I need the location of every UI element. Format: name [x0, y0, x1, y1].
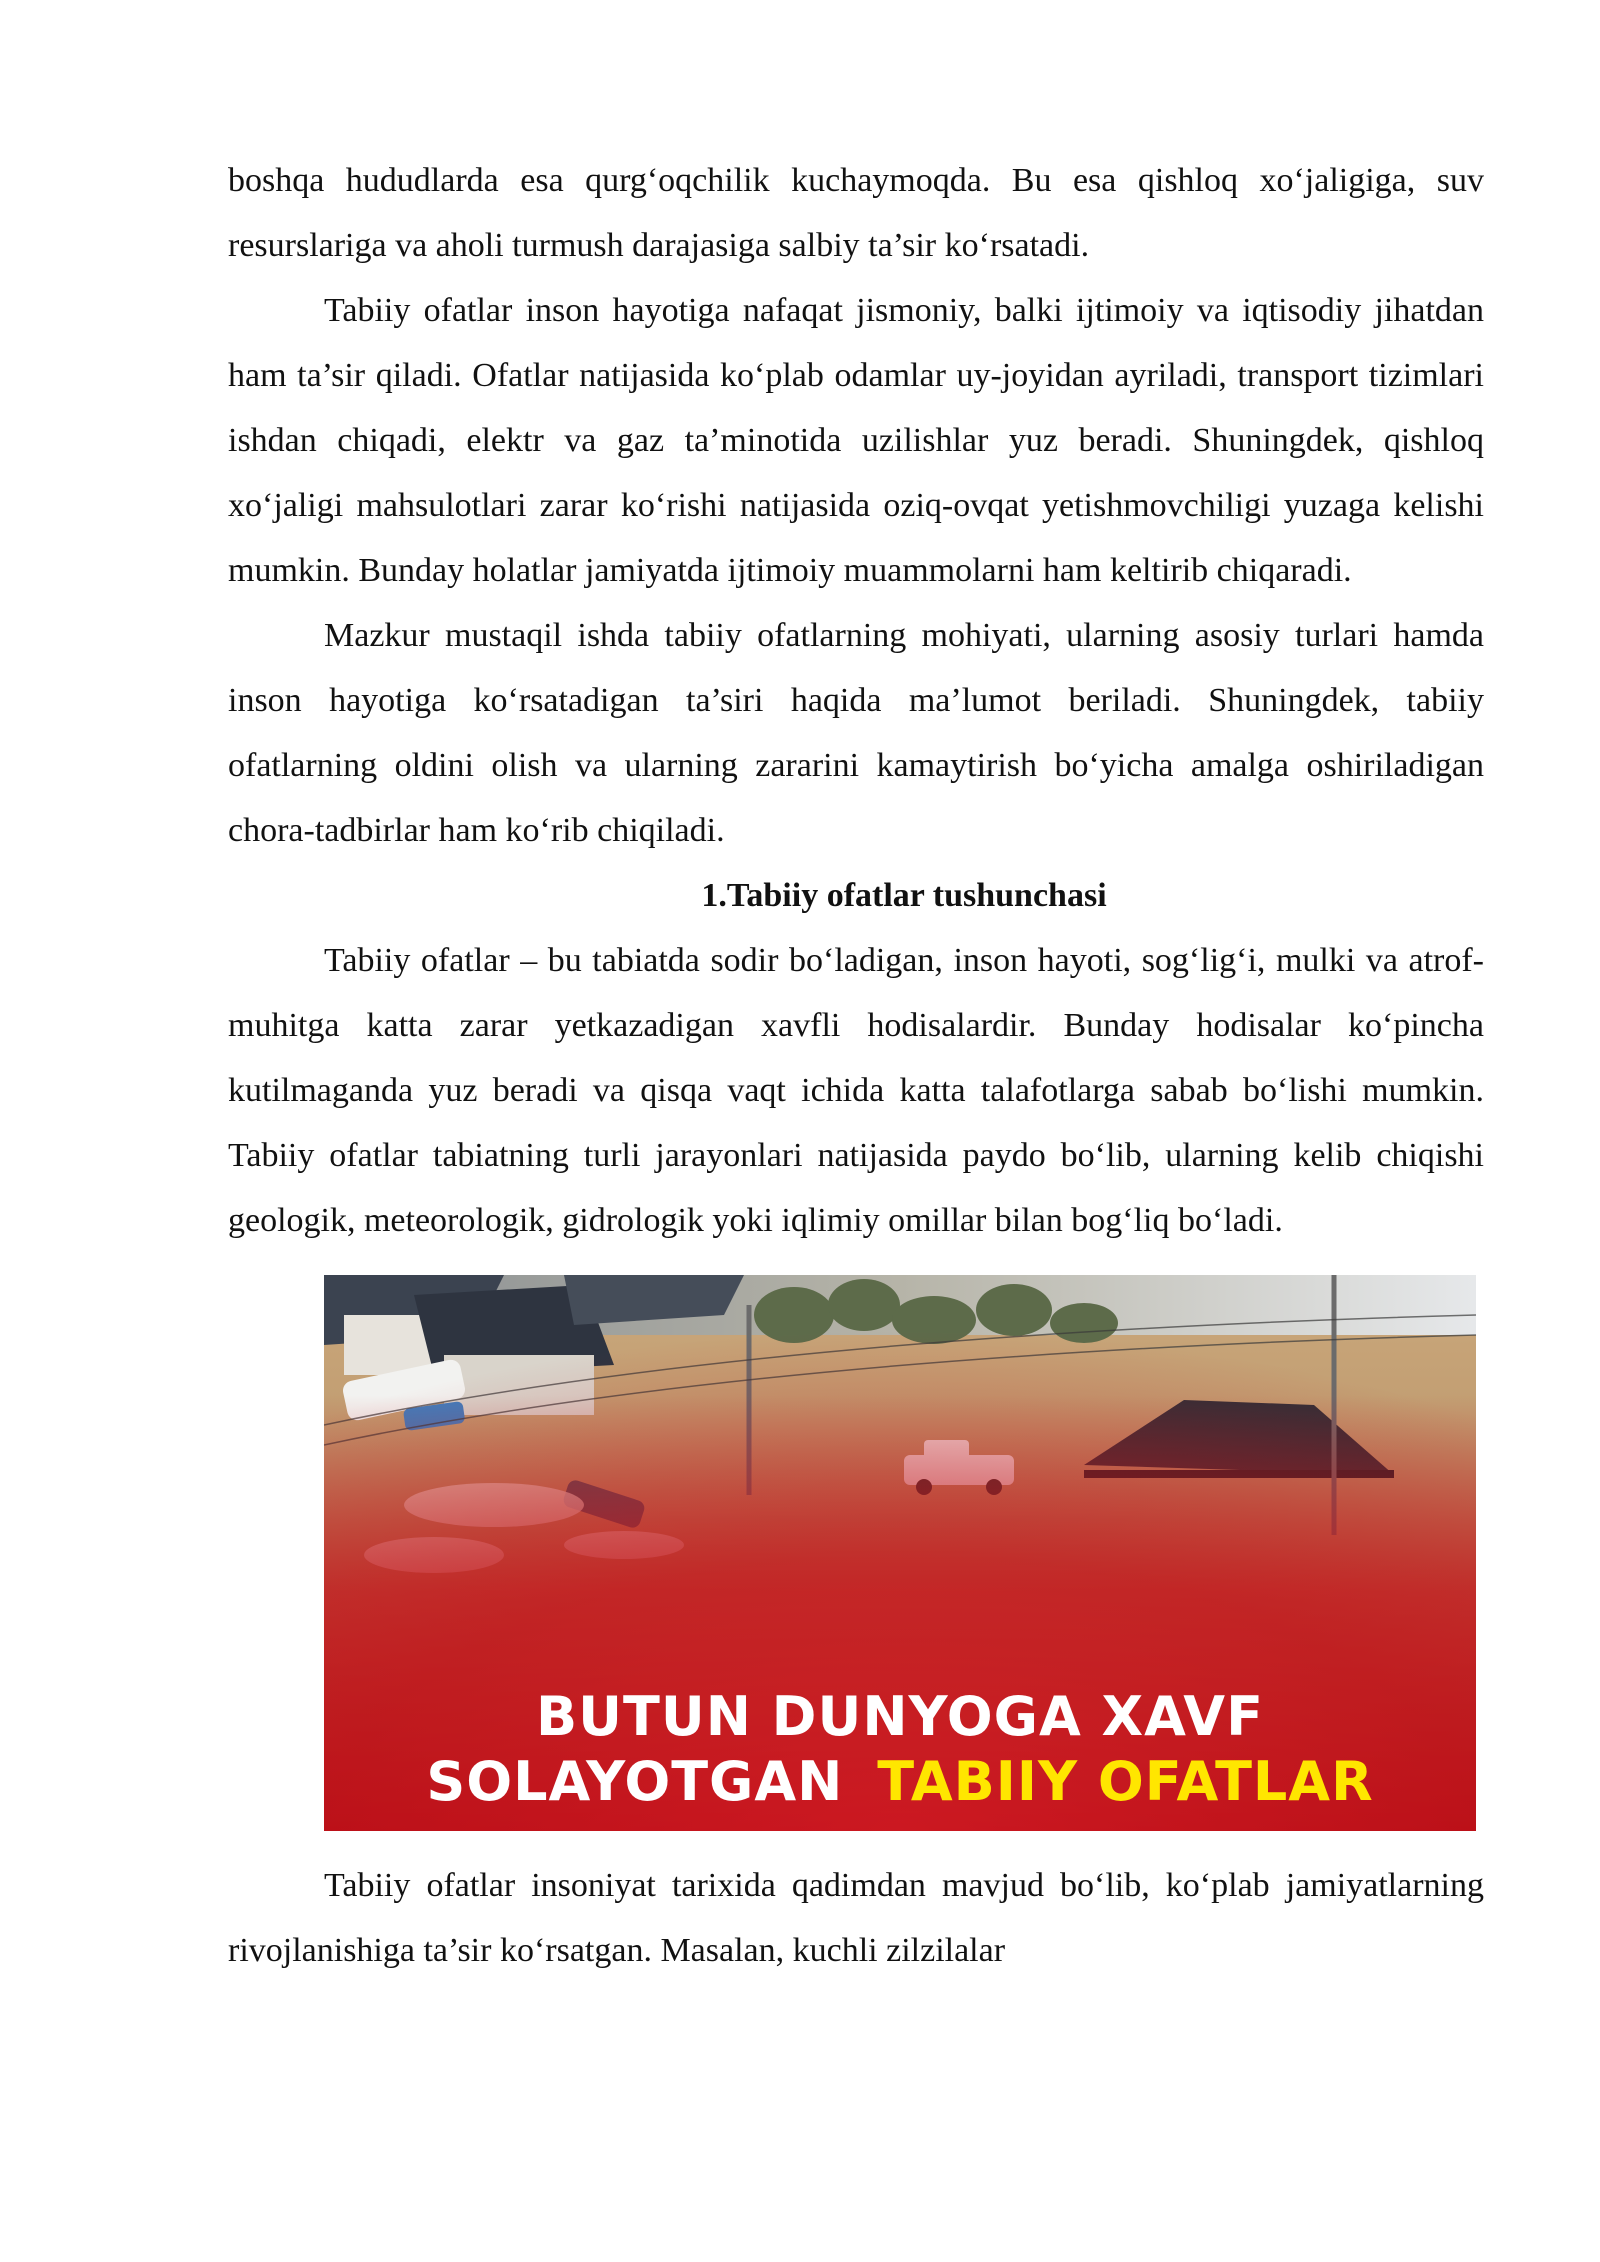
paragraph-definition: Tabiiy ofatlar – bu tabiatda sodir bo‘ladigan, inson hayoti, sog‘lig‘i, mulki va atrof-muhitga katta zarar yetkazadigan xavfli hodisalardir. Bunday hodisalar ko‘pincha kutilmaganda yuz beradi va qisqa vaqt ichida katta talafotlarga sabab bo‘lishi mumkin. Tabiiy ofatlar tabiatning turli jarayonlari natijasida paydo bo‘lib, ularning kelib chiqishi geologik, meteorologik, gidrologik yoki iqlimiy omillar bilan bog‘liq bo‘ladi. [228, 942, 1484, 1239]
paragraph-social-impact: Tabiiy ofatlar inson hayotiga nafaqat jismoniy, balki ijtimoiy va iqtisodiy jihatdan ham ta’sir qiladi. Ofatlar natijasida ko‘plab odamlar uy-joyidan ayriladi, transport tizimlari ishdan chiqadi, elektr va gaz ta’minotida uzilishlar yuz beradi. Shuningdek, qishloq xo‘jaligi mahsulotlari zarar ko‘rishi natijasida oziq-ovqat yetishmovchiligi yuzaga kelishi mumkin. Bunday holatlar jamiyatda ijtimoiy muammolarni ham keltirib chiqaradi. [228, 292, 1484, 589]
banner-title-line1: BUTUN DUNYOGA XAVF [536, 1685, 1264, 1748]
banner-title-line2-white: SOLAYOTGAN [426, 1750, 844, 1813]
paragraph-work-purpose: Mazkur mustaqil ishda tabiiy ofatlarning mohiyati, ularning asosiy turlari hamda inson hayotiga ko‘rsatadigan ta’siri haqida ma’lumot beriladi. Shuningdek, tabiiy ofatlarning oldini olish va ularning zararini kamaytirish bo‘yicha amalga oshiriladigan chora-tadbirlar ham ko‘rib chiqiladi. [228, 617, 1484, 849]
banner-title-line2 [426, 1750, 1373, 1813]
paragraph-history: Tabiiy ofatlar insoniyat tarixida qadimdan mavjud bo‘lib, ko‘plab jamiyatlarning rivojlanishiga ta’sir ko‘rsatgan. Masalan, kuchli zilzilalar [228, 1867, 1484, 1969]
paragraph-drought: boshqa hududlarda esa qurg‘oqchilik kuchaymoqda. Bu esa qishloq xo‘jaligiga, suv resurslariga va aholi turmush darajasiga salbiy ta’sir ko‘rsatadi. [228, 162, 1484, 264]
banner-title-line2-yellow: TABIIY OFATLAR [877, 1750, 1374, 1813]
flood-banner-image [324, 1275, 1476, 1831]
section-heading: 1.Tabiiy ofatlar tushunchasi [701, 877, 1107, 914]
flood-illustration [324, 1275, 1476, 1831]
document-page [228, 148, 1484, 1983]
